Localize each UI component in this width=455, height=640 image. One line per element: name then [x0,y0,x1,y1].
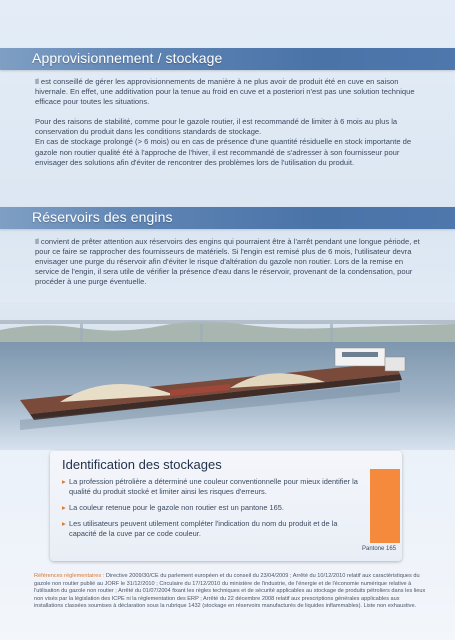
references-lead: Références réglementaires : [34,573,105,579]
section-header-reservoirs [0,207,455,229]
section-title: Approvisionnement / stockage [32,50,223,66]
pantone-swatch [370,469,400,543]
identification-box [50,451,402,561]
paragraph: En cas de stockage prolongé (> 6 mois) ou en cas de présence d'une quantité résiduelle en stock importante de gazole non routier qualité été à l'approche de l'hiver, il est recommandé de s'adresser à son fournisseur pour envisager des solutions afin d'éviter de rencontrer des problèmes lors de l'utilisation du produit. [35,137,412,167]
section-header-approvisionnement [0,48,455,70]
identification-title: Identification des stockages [62,457,222,472]
bullet-icon: ▸ [62,477,66,486]
item-text: La couleur retenue pour le gazole non routier est un pantone 165. [69,503,284,513]
approvisionnement-text [35,77,425,168]
barge-photo [0,302,455,450]
paragraph: Il convient de prêter attention aux réservoirs des engins qui pourraient être à l'arrêt pendant une longue période, et pour ce faire se rapprocher des fournisseurs de matériels. Si l'engin est remisé plus de 6 mois, l'utilisateur devra envisager une purge du réservoir afin d'éviter le risque d'altération du gazole non routier. Lors de la remise en service de l'engin, il sera utile de vérifier la présence d'eau dans le réservoir, provenant de la condensation, pour procéder à une purge éventuelle. [35,237,420,287]
list-item [62,503,362,513]
list-item [62,519,362,539]
references-text: Directive 2009/30/CE du parlement européen et du conseil du 23/04/2009 ; Arrêté du 10/12/2010 relatif aux caractéristiques du gazole non routier publié au JORF le 31/12/2010 ; Circulaire du 17/12/2010 du ministère de l'industrie, de l'énergie et de l'économie numérique relative à l'utilisation du gazole non routier ; Arrêté du 01/07/2004 fixant les règles techniques et de sécurité applicables au stockage de produits pétroliers dans les lieux non visés par la législation des ICPE ni la réglementation des ERP ; Arrêté du 22 décembre 2008 relatif aux prescriptions générales applicables aux installations classées soumises à déclaration sous la rubrique 1432 (stockage en réservoirs manufacturés de liquides inflammables). Liste non exhaustive. [34,573,426,610]
list-item [62,477,362,497]
paragraph: Pour des raisons de stabilité, comme pour le gazole routier, il est recommandé de limiter à 6 mois au plus la conservation du produit dans les conditions standards de stockage. [35,117,398,137]
item-text: La profession pétrolière a déterminé une couleur conventionnelle pour mieux identifier la qualité du produit stocké et limiter ainsi les risques d'erreurs. [69,477,358,497]
identification-list [62,477,362,545]
paragraph: Il est conseillé de gérer les approvisionnements de manière à ne plus avoir de produit été en cuve en saison hivernale. En effet, une additivation pour la tenue au froid en cuve et a posteriori n'est pas une solution technique efficace pour toutes les situations. [35,77,415,107]
bullet-icon: ▸ [62,519,66,529]
item-text: Les utilisateurs peuvent utilement compléter l'indication du nom du produit et de la capacité de la cuve par ce code couleur. [69,519,338,539]
reservoirs-text [35,237,425,287]
bullet-icon: ▸ [62,503,66,513]
swatch-label: Pantone 165 [362,546,397,552]
section-title: Réservoirs des engins [32,209,173,225]
references [34,573,429,611]
